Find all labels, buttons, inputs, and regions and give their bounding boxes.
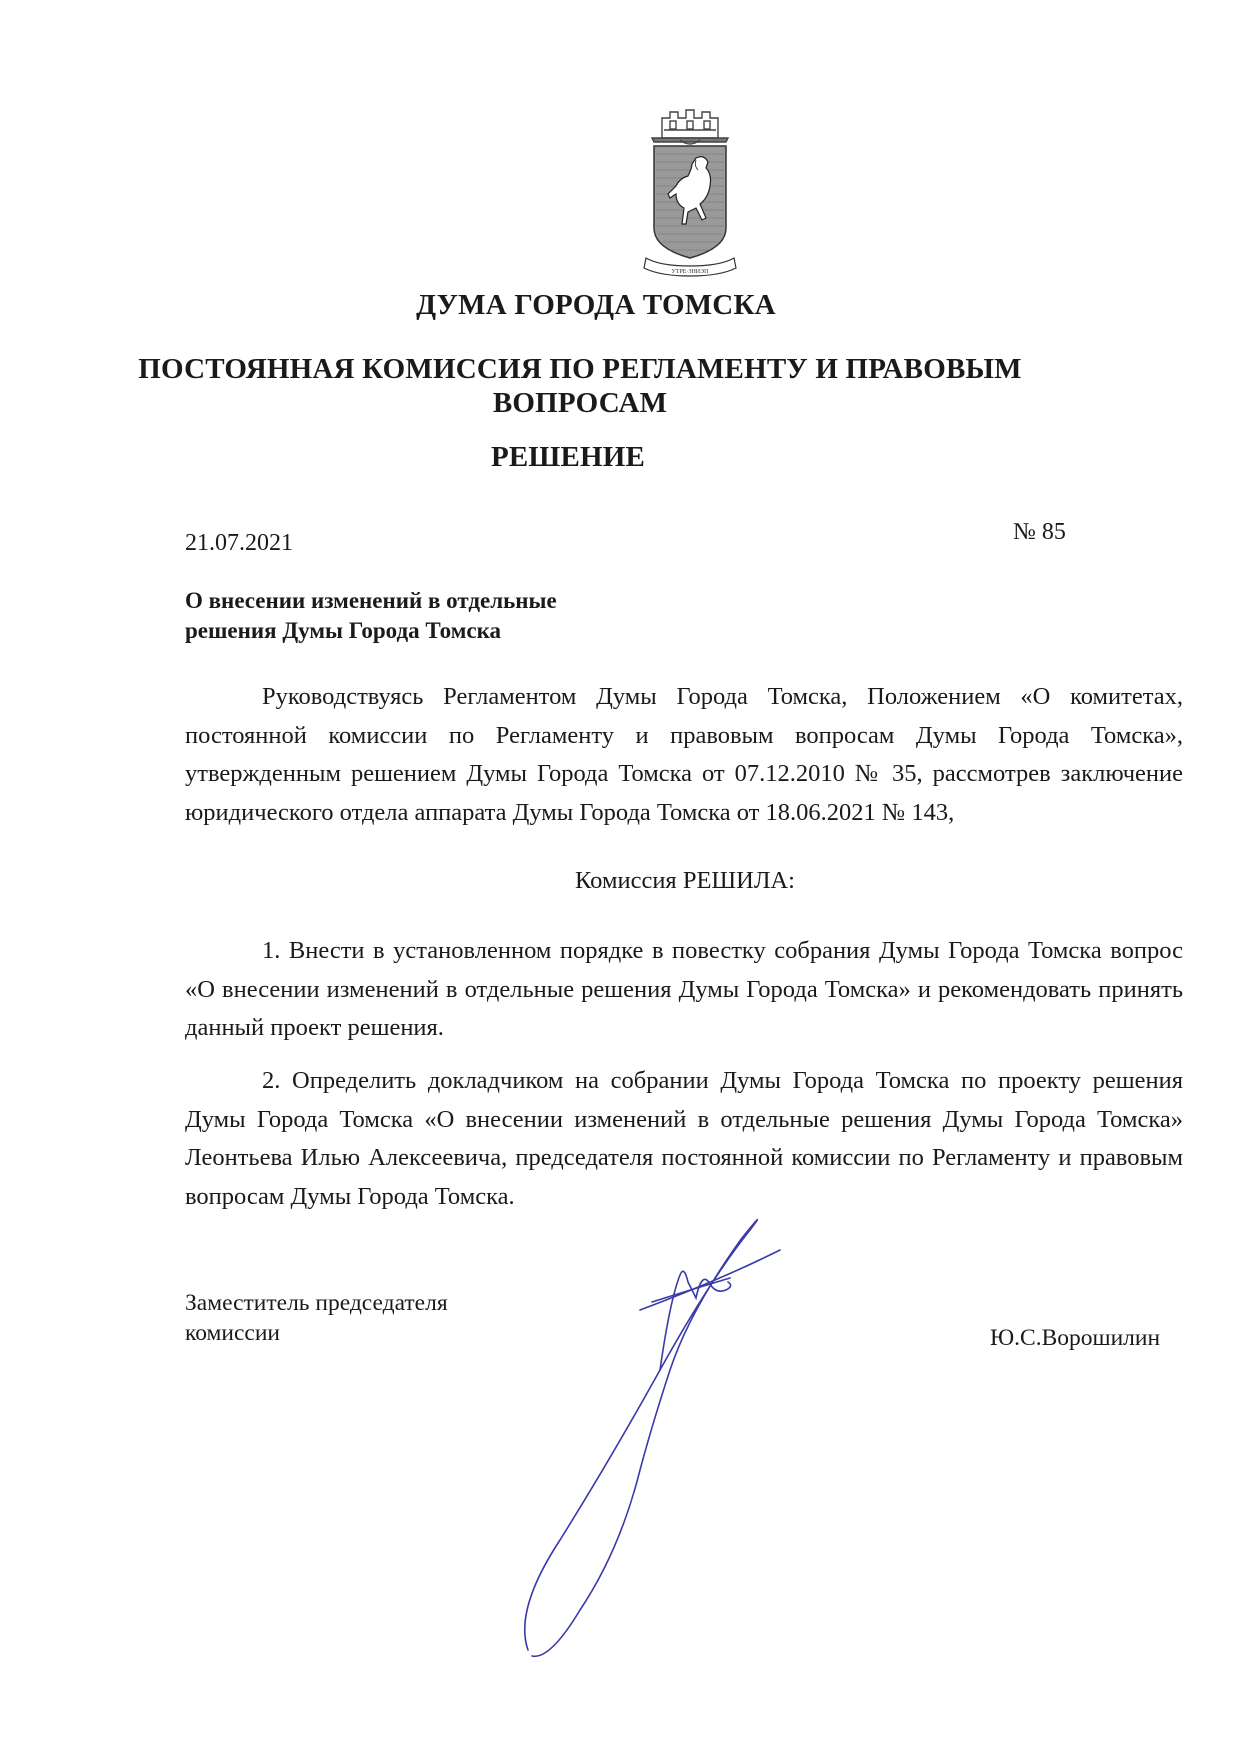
handwritten-signature-icon [520,1210,880,1670]
decision-item-2: 2. Определить докладчиком на собрании Думы Города Томска по проекту решения Думы Города Томска «О внесении изменений в отдельные решения Думы Города Томска» Леонтьева Илью Алексеевича, председателя постоянной комиссии по Регламенту и правовым вопросам Думы Города Томска. [185,1067,1183,1210]
signatory-name: Ю.С.Ворошилин [990,1325,1161,1351]
subject-line2: решения Думы Города Томска [185,618,501,643]
resolved-heading: Комиссия РЕШИЛА: [575,867,795,894]
preamble-paragraph: Руководствуясь Регламентом Думы Города Томска, Положением «О комитетах, постоянной комиссии по Регламенту и правовым вопросам Думы Города Томска», утвержденным решением Думы Города Томска от 07.12.2010 № 35, рассмотрев заключение юридического отдела аппарата Думы Города Томска от 18.06.2021 № 143, [185,683,1183,826]
decision-item-1: 1. Внести в установленном порядке в повестку собрания Думы Города Томска вопрос «О внесении изменений в отдельные решения Думы Города Томска» и рекомендовать принять данный проект решения. [185,937,1183,1041]
commission-title-line1: ПОСТОЯННАЯ КОМИССИЯ ПО РЕГЛАМЕНТУ И ПРАВОВЫМ [138,353,1022,385]
emblem-ribbon-text: УТРЕ·ЗНИЭП [671,269,709,275]
document-subject [185,586,557,646]
signatory-position [185,1288,448,1348]
tomsk-coat-of-arms-icon [640,108,740,278]
subject-line1: О внесении изменений в отдельные [185,588,557,613]
commission-title [0,352,1200,420]
document-date: 21.07.2021 [185,530,293,556]
signatory-position-line1: Заместитель председателя [185,1290,448,1316]
document-type-title: РЕШЕНИЕ [490,441,646,473]
commission-title-line2: ВОПРОСАМ [492,387,668,419]
document-number: № 85 [1013,519,1066,545]
signatory-position-line2: комиссии [185,1320,280,1346]
organization-title: ДУМА ГОРОДА ТОМСКА [416,289,776,321]
